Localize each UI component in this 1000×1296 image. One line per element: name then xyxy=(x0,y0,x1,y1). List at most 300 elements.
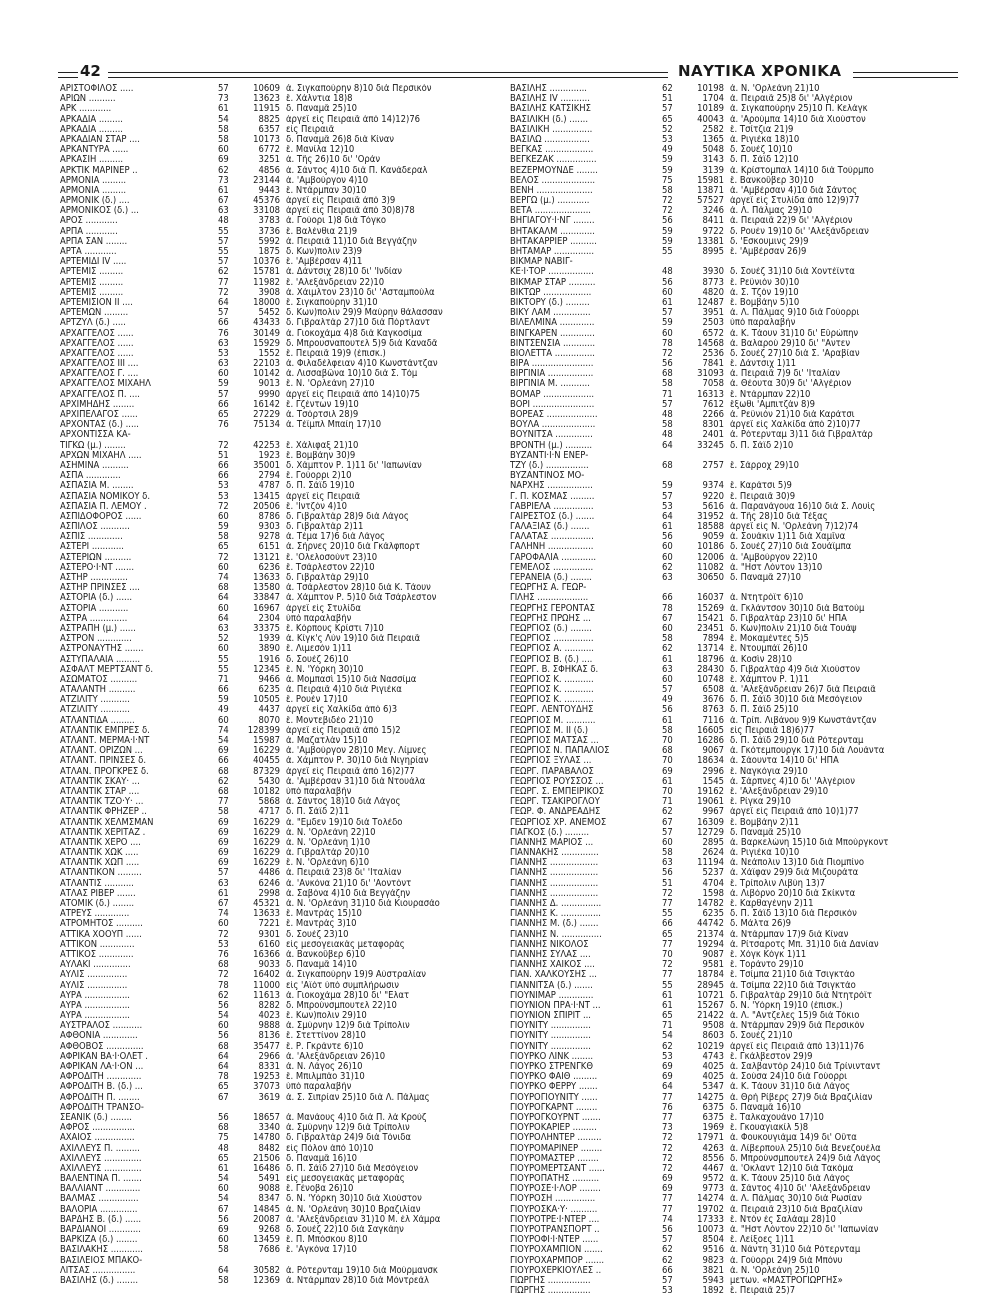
position-route: ά. Τσόρτσιλ 28)9 xyxy=(286,410,359,420)
ship-entry xyxy=(60,430,490,440)
ship-name: ΑΤΖΙΛΙΤΥ ........... xyxy=(60,705,130,716)
ship-name: ΓΕΩΡΓΗΣ ΠΡΩΗΣ ... xyxy=(510,613,591,624)
ship-name: ΓΙΑΝΝΗΣ ΜΑΡΙΟΣ ... xyxy=(510,837,594,848)
ship-name: ΑΥΛΙΣ ............... xyxy=(60,970,128,981)
ship-entry xyxy=(60,1266,490,1276)
tonnage: 3908 xyxy=(258,287,280,298)
ship-entry xyxy=(510,848,950,858)
ship-name: ΝΑΡΧΗΣ ................. xyxy=(510,481,593,492)
tonnage: 19061 xyxy=(697,797,724,808)
tonnage: 6160 xyxy=(258,939,280,950)
ship-name: ΑΡΧΑΓΓΕΛΟΣ ...... xyxy=(60,338,134,349)
ship-name: ΑΤΛΑΝΤΙΔΑ ......... xyxy=(60,715,135,726)
position-route: ά. Τῆς 28)10 διὰ Τέξας xyxy=(730,511,828,522)
position-route: ά. Ν. 'Ορλεάνη 21)10 xyxy=(730,84,820,94)
build-year: 54 xyxy=(662,1031,673,1042)
ship-entry xyxy=(60,848,490,858)
ship-entry xyxy=(510,573,950,583)
position-route: ἔ. Ν. 'Ορλεάνη 27)10 xyxy=(286,379,375,390)
ship-name: ΑΣΤΟΡΙΑ ........... xyxy=(60,603,129,614)
position-route: ἔ. Λιμεσὸν 1)11 xyxy=(286,644,352,655)
ship-name: ΑΡΚΑΝΤΥΡΑ ...... xyxy=(60,145,129,156)
ship-entry xyxy=(60,176,490,186)
ship-entry xyxy=(60,237,490,247)
ship-name: ΓΑΛΑΤΑΣ ................ xyxy=(510,532,594,543)
ship-entry xyxy=(60,991,490,1001)
ship-entry xyxy=(510,634,950,644)
build-year: 58 xyxy=(662,848,673,859)
ship-entry xyxy=(510,247,950,257)
build-year: 61 xyxy=(218,888,229,899)
build-year: 67 xyxy=(662,613,673,624)
build-year: 75 xyxy=(218,1133,229,1144)
position-route: ά. Σάντος 4)10 δι' 'Αλεξάνδρειαν xyxy=(730,1184,871,1195)
ship-name: ΓΙΑΝΝΗΣ Μ. (δ.) ....... xyxy=(510,919,599,930)
position-route: δ. Γιβραλτὰρ 24)9 διὰ Τόνιδα xyxy=(286,1133,411,1144)
tonnage: 2503 xyxy=(702,318,724,329)
ship-entry xyxy=(60,1225,490,1235)
build-year: 71 xyxy=(662,797,673,808)
position-route: ά. 'Ανκόνα 21)10 δι' 'Αοντόντ xyxy=(286,878,412,889)
ship-entry xyxy=(60,1215,490,1225)
position-route: δ. Χάμπτον Ρ. 1)11 δι' 'Ιαπωνίαν xyxy=(286,460,422,471)
position-route: ἔ. Ρ. Γκράντε 6)10 xyxy=(286,1041,364,1052)
ship-name: ΑΡΜΟΝΙΚΟΣ (δ.) ... xyxy=(60,206,139,217)
ship-entry xyxy=(510,1144,950,1154)
build-year: 65 xyxy=(218,542,229,553)
ship-entry xyxy=(60,818,490,828)
build-year: 56 xyxy=(662,359,673,370)
ship-entry xyxy=(510,1021,950,1031)
ship-name: ΓΑΛΗΝΗ ................. xyxy=(510,542,594,553)
position-route: ά. 'Αλεξάνδρειαν 26)7 διὰ Πειραιᾶ xyxy=(730,685,876,696)
ship-name: ΑΡΠΑ ΣΑΝ ........ xyxy=(60,236,128,247)
ship-name: ΓΙΟΥΝΙΟΝ ΠΡΑ·Ι·ΝΤ ... xyxy=(510,1000,601,1011)
build-year: 55 xyxy=(218,664,229,675)
ship-entry xyxy=(510,665,950,675)
build-year: 64 xyxy=(662,440,673,451)
position-route: ἔ. 'Αμβέρσαν 4)11 xyxy=(286,257,363,268)
tonnage: 9013 xyxy=(258,379,280,390)
tonnage: 15981 xyxy=(697,175,724,186)
position-route: ἀργεῖ εἰς Πειραιᾶ xyxy=(286,491,361,502)
ship-entry xyxy=(60,206,490,216)
ship-name: ΒΥΖΑΝΤΙ·Ι·Ν ΕΝΕΡ- xyxy=(510,450,589,461)
tonnage: 44742 xyxy=(697,919,724,930)
ship-name: ΑΣΠΙΔΟΦΟΡΟΣ ...... xyxy=(60,511,142,522)
build-year: 48 xyxy=(218,1143,229,1154)
tonnage: 8773 xyxy=(702,277,724,288)
ship-name: ΓΙΑΝΝΗΣ ΝΙΚΟΛΟΣ xyxy=(510,939,589,950)
ship-entry xyxy=(60,359,490,369)
tonnage: 16229 xyxy=(253,746,280,757)
tonnage: 10189 xyxy=(697,104,724,115)
build-year: 55 xyxy=(662,909,673,920)
ship-entry xyxy=(60,553,490,563)
ship-name: ΑΡΧΙΠΕΛΑΓΟΣ ...... xyxy=(60,410,138,420)
ship-entry xyxy=(60,288,490,298)
build-year: 66 xyxy=(218,756,229,767)
tonnage: 12369 xyxy=(253,1275,280,1286)
build-year: 67 xyxy=(662,817,673,828)
ship-entry xyxy=(510,492,950,502)
position-route: ἀ. 'Αμβούργον 4)10 xyxy=(286,175,369,186)
ship-entry xyxy=(510,410,950,420)
tonnage: 4820 xyxy=(702,287,724,298)
ship-entry xyxy=(60,329,490,339)
ship-entry xyxy=(510,777,950,787)
ship-name: ΑΤΤΙΚΟΣ ............. xyxy=(60,949,134,960)
build-year: 62 xyxy=(218,165,229,176)
tonnage: 7686 xyxy=(258,1245,280,1256)
build-year: 56 xyxy=(662,277,673,288)
build-year: 53 xyxy=(218,939,229,950)
ship-entry xyxy=(510,379,950,389)
position-route: ά. Ν. 'Ορλεάνη 22)10 xyxy=(286,827,376,838)
ship-name: ΒΟΥΝΙΤΣΑ .............. xyxy=(510,430,593,441)
ship-name: ΓΕΩΡΓΙΟΣ Κ. ........... xyxy=(510,674,594,685)
ship-entry xyxy=(60,1235,490,1245)
tonnage: 1939 xyxy=(258,634,280,645)
position-route: δ. Γιβραλτὰρ 4)9 διὰ Χιούστον xyxy=(730,664,860,675)
position-route: ά. Σμύρνην 12)9 διὰ Τρίπολιν xyxy=(286,1123,410,1134)
ship-name: ΑΤΛΑΝ. ΠΡΟΓΚΡΕΣ δ. xyxy=(60,766,149,777)
build-year: 66 xyxy=(218,460,229,471)
build-year: 69 xyxy=(662,766,673,777)
position-route: ἔ. Μοντεβιδέο 21)10 xyxy=(286,715,374,726)
tonnage: 13633 xyxy=(253,909,280,920)
position-route: ἔ. Π. Μπόσκου 8)10 xyxy=(286,1235,368,1246)
ship-name: ΑΤΡΟΜΗΤΟΣ .......... xyxy=(60,919,143,930)
position-route: ἔ. 'Ιντζὸν 4)10 xyxy=(286,501,348,512)
position-route: ά. Ρεΰνιὸν 21)10 διὰ Καράτσι xyxy=(730,410,855,420)
position-route: ά. Μομπασὶ 15)10 διὰ Νασσίμα xyxy=(286,674,417,685)
tonnage: 23144 xyxy=(253,175,280,186)
ship-name: ΑΤΛΑΝΤΙΚ ΧΕΡΙΤΑΖ . xyxy=(60,827,146,838)
ship-name: ΓΙΟΥΡΚΟ ΣΤΡΕΝΓΚΘ xyxy=(510,1062,593,1072)
position-route: ἔ. Μοκαμέντες 5)5 xyxy=(730,634,809,645)
ship-entry xyxy=(60,257,490,267)
ship-entry xyxy=(510,858,950,868)
ship-name: ΑΣΤΗΡ ΠΡΙΝΣΕΣ .... xyxy=(60,583,140,594)
position-route: δ. Σουέζ 10)10 xyxy=(730,145,793,156)
ship-name: ΒΙΛΕΛΜΙΝΑ ............. xyxy=(510,318,595,329)
build-year: 59 xyxy=(662,481,673,492)
ship-name: ΑΤΛΑΝΤΙΚ ΦΡΗΖΕΡ .. xyxy=(60,807,147,818)
build-year: 72 xyxy=(662,1163,673,1174)
ship-entry xyxy=(60,726,490,736)
ship-entry xyxy=(60,705,490,715)
ship-entry xyxy=(60,838,490,848)
ship-entry xyxy=(60,1245,490,1255)
build-year: 58 xyxy=(218,807,229,818)
build-year: 59 xyxy=(662,165,673,176)
ship-entry xyxy=(510,716,950,726)
ship-entry xyxy=(60,481,490,491)
tonnage: 40455 xyxy=(253,756,280,767)
ship-name: ΓΕΩΡΓΙΟΣ Μ. ΙΙ (δ.) xyxy=(510,725,589,736)
tonnage: 16229 xyxy=(253,858,280,869)
ship-name: ΑΡΤΕΜΙΣ ......... xyxy=(60,277,124,288)
build-year: 68 xyxy=(218,786,229,797)
tonnage: 11982 xyxy=(253,277,280,288)
ship-name: ΒΙΚΜΑΡ ΣΤΑΡ .......... xyxy=(510,277,596,288)
position-route: ά. Σ. Σιπρίαν 25)10 διὰ Λ. Πάλμας xyxy=(286,1092,430,1103)
position-route: ά. Λ. Πάλμας 30)10 διὰ Ρωσίαν xyxy=(730,1194,862,1205)
build-year: 57 xyxy=(662,104,673,115)
ship-entry xyxy=(60,1133,490,1143)
position-route: ἔ. 'Αγκόνα 17)10 xyxy=(286,1245,357,1256)
build-year: 56 xyxy=(662,705,673,716)
build-year: 62 xyxy=(662,1245,673,1256)
ship-entry xyxy=(60,787,490,797)
position-route: ά. Φιλαδέλφειαν 4)10 Κωνστάντζαν xyxy=(286,359,438,370)
tonnage: 6375 xyxy=(702,1112,724,1123)
ship-entry xyxy=(510,1103,950,1113)
tonnage: 16402 xyxy=(253,970,280,981)
build-year: 63 xyxy=(218,878,229,889)
ship-name: ΓΙΟΥΡΟΛΗΝΤΕΡ ......... xyxy=(510,1133,602,1144)
ship-name: ΓΙΟΥΡΟΧΑΡΜΠΟΡ ....... xyxy=(510,1255,605,1266)
position-route: ἔ. Μαντρὰς 3)10 xyxy=(286,919,357,930)
tonnage: 8136 xyxy=(258,1031,280,1042)
ship-entry xyxy=(60,919,490,929)
position-route: δ. Παναμᾶ 16)10 xyxy=(730,1102,802,1113)
position-route: εἰς 'Αϊὸτ ὑπὸ συμπλήρωσιν xyxy=(286,980,400,991)
ship-entry xyxy=(60,1164,490,1174)
position-route: δ. Μάλτα 26)9 xyxy=(730,919,792,930)
position-route: ά. Λιβόρνο 20)10 διὰ Σκίκντα xyxy=(730,888,856,899)
build-year: 61 xyxy=(662,522,673,533)
tonnage: 9059 xyxy=(702,532,724,543)
ship-name: ΒΙΡΓΙΝΙΑ ................. xyxy=(510,369,594,380)
position-route: ά. Γκότεμπουργκ 17)10 διὰ Λουάντα xyxy=(730,746,885,757)
position-route: δ. Π. Σάϊδ 2)10 xyxy=(730,440,794,451)
ship-entry xyxy=(60,807,490,817)
ship-entry xyxy=(60,909,490,919)
tonnage: 30149 xyxy=(253,328,280,339)
position-route: ὑπὸ παραλαβὴν xyxy=(286,1082,352,1093)
ship-name: ΛΙΤΣΑΣ ................ xyxy=(60,1265,136,1276)
ship-name: ΓΕΩΡΓ. ΠΑΡΑΒΑΛΟΣ xyxy=(510,766,594,777)
build-year: 73 xyxy=(218,175,229,186)
build-year: 69 xyxy=(218,858,229,869)
ship-name: ΑΤΛΑΝΤΙΚ ΕΜΠΡΕΣ δ. xyxy=(60,725,150,736)
tonnage: 15421 xyxy=(697,613,724,624)
position-route: ἔ. Χάλιφαξ 21)10 xyxy=(286,440,359,451)
build-year: 59 xyxy=(662,226,673,237)
ship-name: ΓΙΑΝΝΗΣ .................. xyxy=(510,888,599,899)
tonnage: 2266 xyxy=(702,410,724,420)
tonnage: 28430 xyxy=(697,664,724,675)
build-year: 57 xyxy=(662,308,673,319)
build-year: 77 xyxy=(662,1092,673,1103)
tonnage: 15781 xyxy=(253,267,280,278)
ship-entry xyxy=(510,318,950,328)
build-year: 57 xyxy=(218,868,229,879)
ship-entry xyxy=(510,349,950,359)
ship-entry xyxy=(510,756,950,766)
ship-entry xyxy=(60,695,490,705)
tonnage: 8603 xyxy=(702,1031,724,1042)
build-year: 70 xyxy=(662,756,673,767)
position-route: δ. Π. Σάϊδ 19)10 xyxy=(286,481,355,492)
build-year: 64 xyxy=(662,1082,673,1093)
ship-entry xyxy=(510,1215,950,1225)
tonnage: 19253 xyxy=(253,1072,280,1083)
position-route: ά. Πειραιᾶ 22)9 δι' 'Αλγέριον xyxy=(730,216,853,227)
position-route: εἰς μεσογειακὰς μεταφορὰς xyxy=(286,1174,405,1185)
tonnage: 10219 xyxy=(697,1041,724,1052)
ship-entry xyxy=(60,522,490,532)
tonnage: 3139 xyxy=(702,165,724,176)
ship-name: ΓΙΟΥΡΟΤΡΑΝΣΠΟΡΤ .. xyxy=(510,1225,600,1235)
ship-name: ΒΕΓΚΕΖΑΚ ............... xyxy=(510,155,597,166)
tonnage: 8825 xyxy=(258,114,280,125)
ship-name: ΑΡΤΕΜΙΣ ......... xyxy=(60,287,124,298)
build-year: 69 xyxy=(218,827,229,838)
position-route: ἔ. Ρεΰνιὸν 30)10 xyxy=(730,277,800,288)
position-route: ά. Πειραιᾶ 4)10 διὰ Ριγιέκα xyxy=(286,685,402,696)
tonnage: 22103 xyxy=(253,359,280,370)
ship-name: ΑΡΠΑ ............ xyxy=(60,226,118,237)
ship-name: ΑΡΧΑΓΓΕΛΟΣ ...... xyxy=(60,348,134,359)
tonnage: 8482 xyxy=(258,1143,280,1154)
ship-name: ΑΣΩΜΑΤΟΣ .......... xyxy=(60,674,138,685)
ship-entry xyxy=(60,512,490,522)
build-year: 63 xyxy=(218,359,229,370)
ship-name: ΓΕΡΑΝΕΙΑ (δ.) ........ xyxy=(510,573,592,583)
position-route: ά. Σουάκιν 1)11 διὰ Χαμῖνα xyxy=(730,532,846,543)
ship-entry xyxy=(510,542,950,552)
build-year: 60 xyxy=(218,1235,229,1246)
position-route: εἰς Πειραιᾶ 18)6)77 xyxy=(730,725,815,736)
build-year: 60 xyxy=(218,1021,229,1032)
tonnage: 4486 xyxy=(258,868,280,879)
build-year: 58 xyxy=(218,124,229,135)
position-route: ἀργεῖ εἰς Στυλίδα xyxy=(286,603,361,614)
ship-entry xyxy=(60,573,490,583)
ship-name: ΒΗΤΑΜΑΡ ............... xyxy=(510,247,595,257)
tonnage: 2996 xyxy=(702,766,724,777)
build-year: 57 xyxy=(662,399,673,410)
ship-name: ΓΕΩΡΓΙΟΣ ΜΑΤΣΑΣ ... xyxy=(510,736,599,746)
build-year: 72 xyxy=(662,1153,673,1164)
ship-name: ΓΙΑΓΚΟΣ (δ.) ......... xyxy=(510,827,590,838)
position-route: ἔ. Σιγκαπούρην 31)10 xyxy=(286,297,378,308)
build-year: 61 xyxy=(662,715,673,726)
ship-name: ΓΕΜΕΛΟΣ ............... xyxy=(510,562,594,573)
build-year: 56 xyxy=(218,1000,229,1011)
tonnage: 16486 xyxy=(253,1163,280,1174)
ship-name: ΑΤΛΑΝΤΙΚ ΧΩΚ ..... xyxy=(60,848,139,859)
build-year: 60 xyxy=(218,715,229,726)
build-year: 72 xyxy=(218,552,229,563)
position-route: ἔ. Τσάρλεστον 22)10 xyxy=(286,562,375,573)
build-year: 77 xyxy=(662,899,673,909)
tonnage: 14845 xyxy=(253,1204,280,1215)
ship-name: ΑΦΡΙΚΑΝ ΛΑ·Ι·ΟΝ ... xyxy=(60,1062,144,1072)
ship-name: ΒΑΛΟΡΙΑ .............. xyxy=(60,1204,138,1215)
build-year: 52 xyxy=(662,124,673,135)
build-year: 57 xyxy=(218,257,229,268)
ship-name: ΑΣΤΡΟΝΑΥΤΗΣ ....... xyxy=(60,644,144,655)
tonnage: 15987 xyxy=(253,736,280,746)
ship-entry xyxy=(60,716,490,726)
ship-entry xyxy=(60,461,490,471)
build-year: 72 xyxy=(218,440,229,451)
build-year: 74 xyxy=(218,909,229,920)
ship-entry xyxy=(510,267,950,277)
position-route: δ. Μπρούνσμπουτελ 22)10 xyxy=(286,1000,397,1011)
tonnage: 6772 xyxy=(258,145,280,156)
tonnage: 16229 xyxy=(253,848,280,859)
ship-entry xyxy=(60,278,490,288)
build-year: 61 xyxy=(662,1000,673,1011)
ship-entry xyxy=(60,196,490,206)
build-year: 58 xyxy=(662,634,673,645)
ship-name: ΒΑΛΜΑΣ ............... xyxy=(60,1194,139,1205)
ship-entry xyxy=(60,675,490,685)
ship-name: ΑΣΤΡΟΝ ............. xyxy=(60,634,132,645)
tonnage: 9990 xyxy=(258,389,280,400)
position-route: ἔ. Τρίπολιν Λιβύη 13)7 xyxy=(730,878,826,889)
tonnage: 9823 xyxy=(702,1255,724,1266)
ship-entry xyxy=(510,390,950,400)
ship-entry xyxy=(60,227,490,237)
build-year: 69 xyxy=(218,848,229,859)
ship-name: ΑΥΛΑΚΙ .............. xyxy=(60,960,131,971)
position-route: ά. Θέουτα 30)9 δι' 'Αλγέριον xyxy=(730,379,852,390)
ship-entry xyxy=(510,797,950,807)
position-route: δ. Ρουὲν 19)10 δι' 'Αλεξάνδρειαν xyxy=(730,226,869,237)
tonnage: 3930 xyxy=(702,267,724,278)
ship-entry xyxy=(510,400,950,410)
tonnage: 9087 xyxy=(702,949,724,960)
ship-name: ΓΕΩΡΓΙΟΣ Α. ........... xyxy=(510,644,594,655)
ship-name: ΒΙΟΛΕΤΤΑ ............... xyxy=(510,348,595,359)
tonnage: 3736 xyxy=(258,226,280,237)
tonnage: 16229 xyxy=(253,827,280,838)
ship-name: ΓΕΩΡ. Φ. ΑΝΔΡΕΑΔΗΣ xyxy=(510,807,601,818)
ship-name: ΓΙΛΗΣ ................... xyxy=(510,593,589,604)
ship-name: ΑΤΛΑΝΤ. ΜΕΡΜΑ·Ι·ΝΤ xyxy=(60,736,150,746)
tonnage: 35001 xyxy=(253,460,280,471)
position-route: ά. Θρὴ Ρίβερς 27)9 διὰ Βραζιλίαν xyxy=(730,1092,873,1103)
ship-name: ΑΡΟΣ ............ xyxy=(60,216,118,227)
ship-entry xyxy=(60,624,490,634)
position-route: ά. Σάουντα 14)10 δι' ΗΠΑ xyxy=(730,756,839,767)
build-year: 63 xyxy=(218,338,229,349)
ship-name: ΒΕΖΕΡΜΟΥΝΔΕ ........ xyxy=(510,165,598,176)
ship-name: ΑΤΖΙΛΙΤΥ ........... xyxy=(60,695,130,706)
tonnage: 2895 xyxy=(702,837,724,848)
ship-entry xyxy=(60,379,490,389)
position-route: δ. Π. Σάϊδ 13)10 διὰ Περσικὸν xyxy=(730,909,857,920)
ship-entry xyxy=(60,777,490,787)
ship-name: ΑΡΤΕΜΙΣ ......... xyxy=(60,267,124,278)
position-route: ἔ. Καράτσι 5)9 xyxy=(730,481,792,492)
ship-name: ΓΙΑΝΝΗΣ .................. xyxy=(510,868,599,879)
ship-name: ΑΧΙΛΛΕΥΣ Π. ......... xyxy=(60,1143,140,1154)
build-year: 62 xyxy=(662,644,673,655)
tonnage: 1875 xyxy=(258,247,280,257)
ship-entry xyxy=(510,1194,950,1204)
position-route: ἔ. Ρίγκα 29)10 xyxy=(730,797,791,808)
tonnage: 9888 xyxy=(258,1021,280,1032)
ship-name: ΒΙΝΓΚΑΡΕΝ ............. xyxy=(510,328,595,339)
build-year: 60 xyxy=(662,287,673,298)
